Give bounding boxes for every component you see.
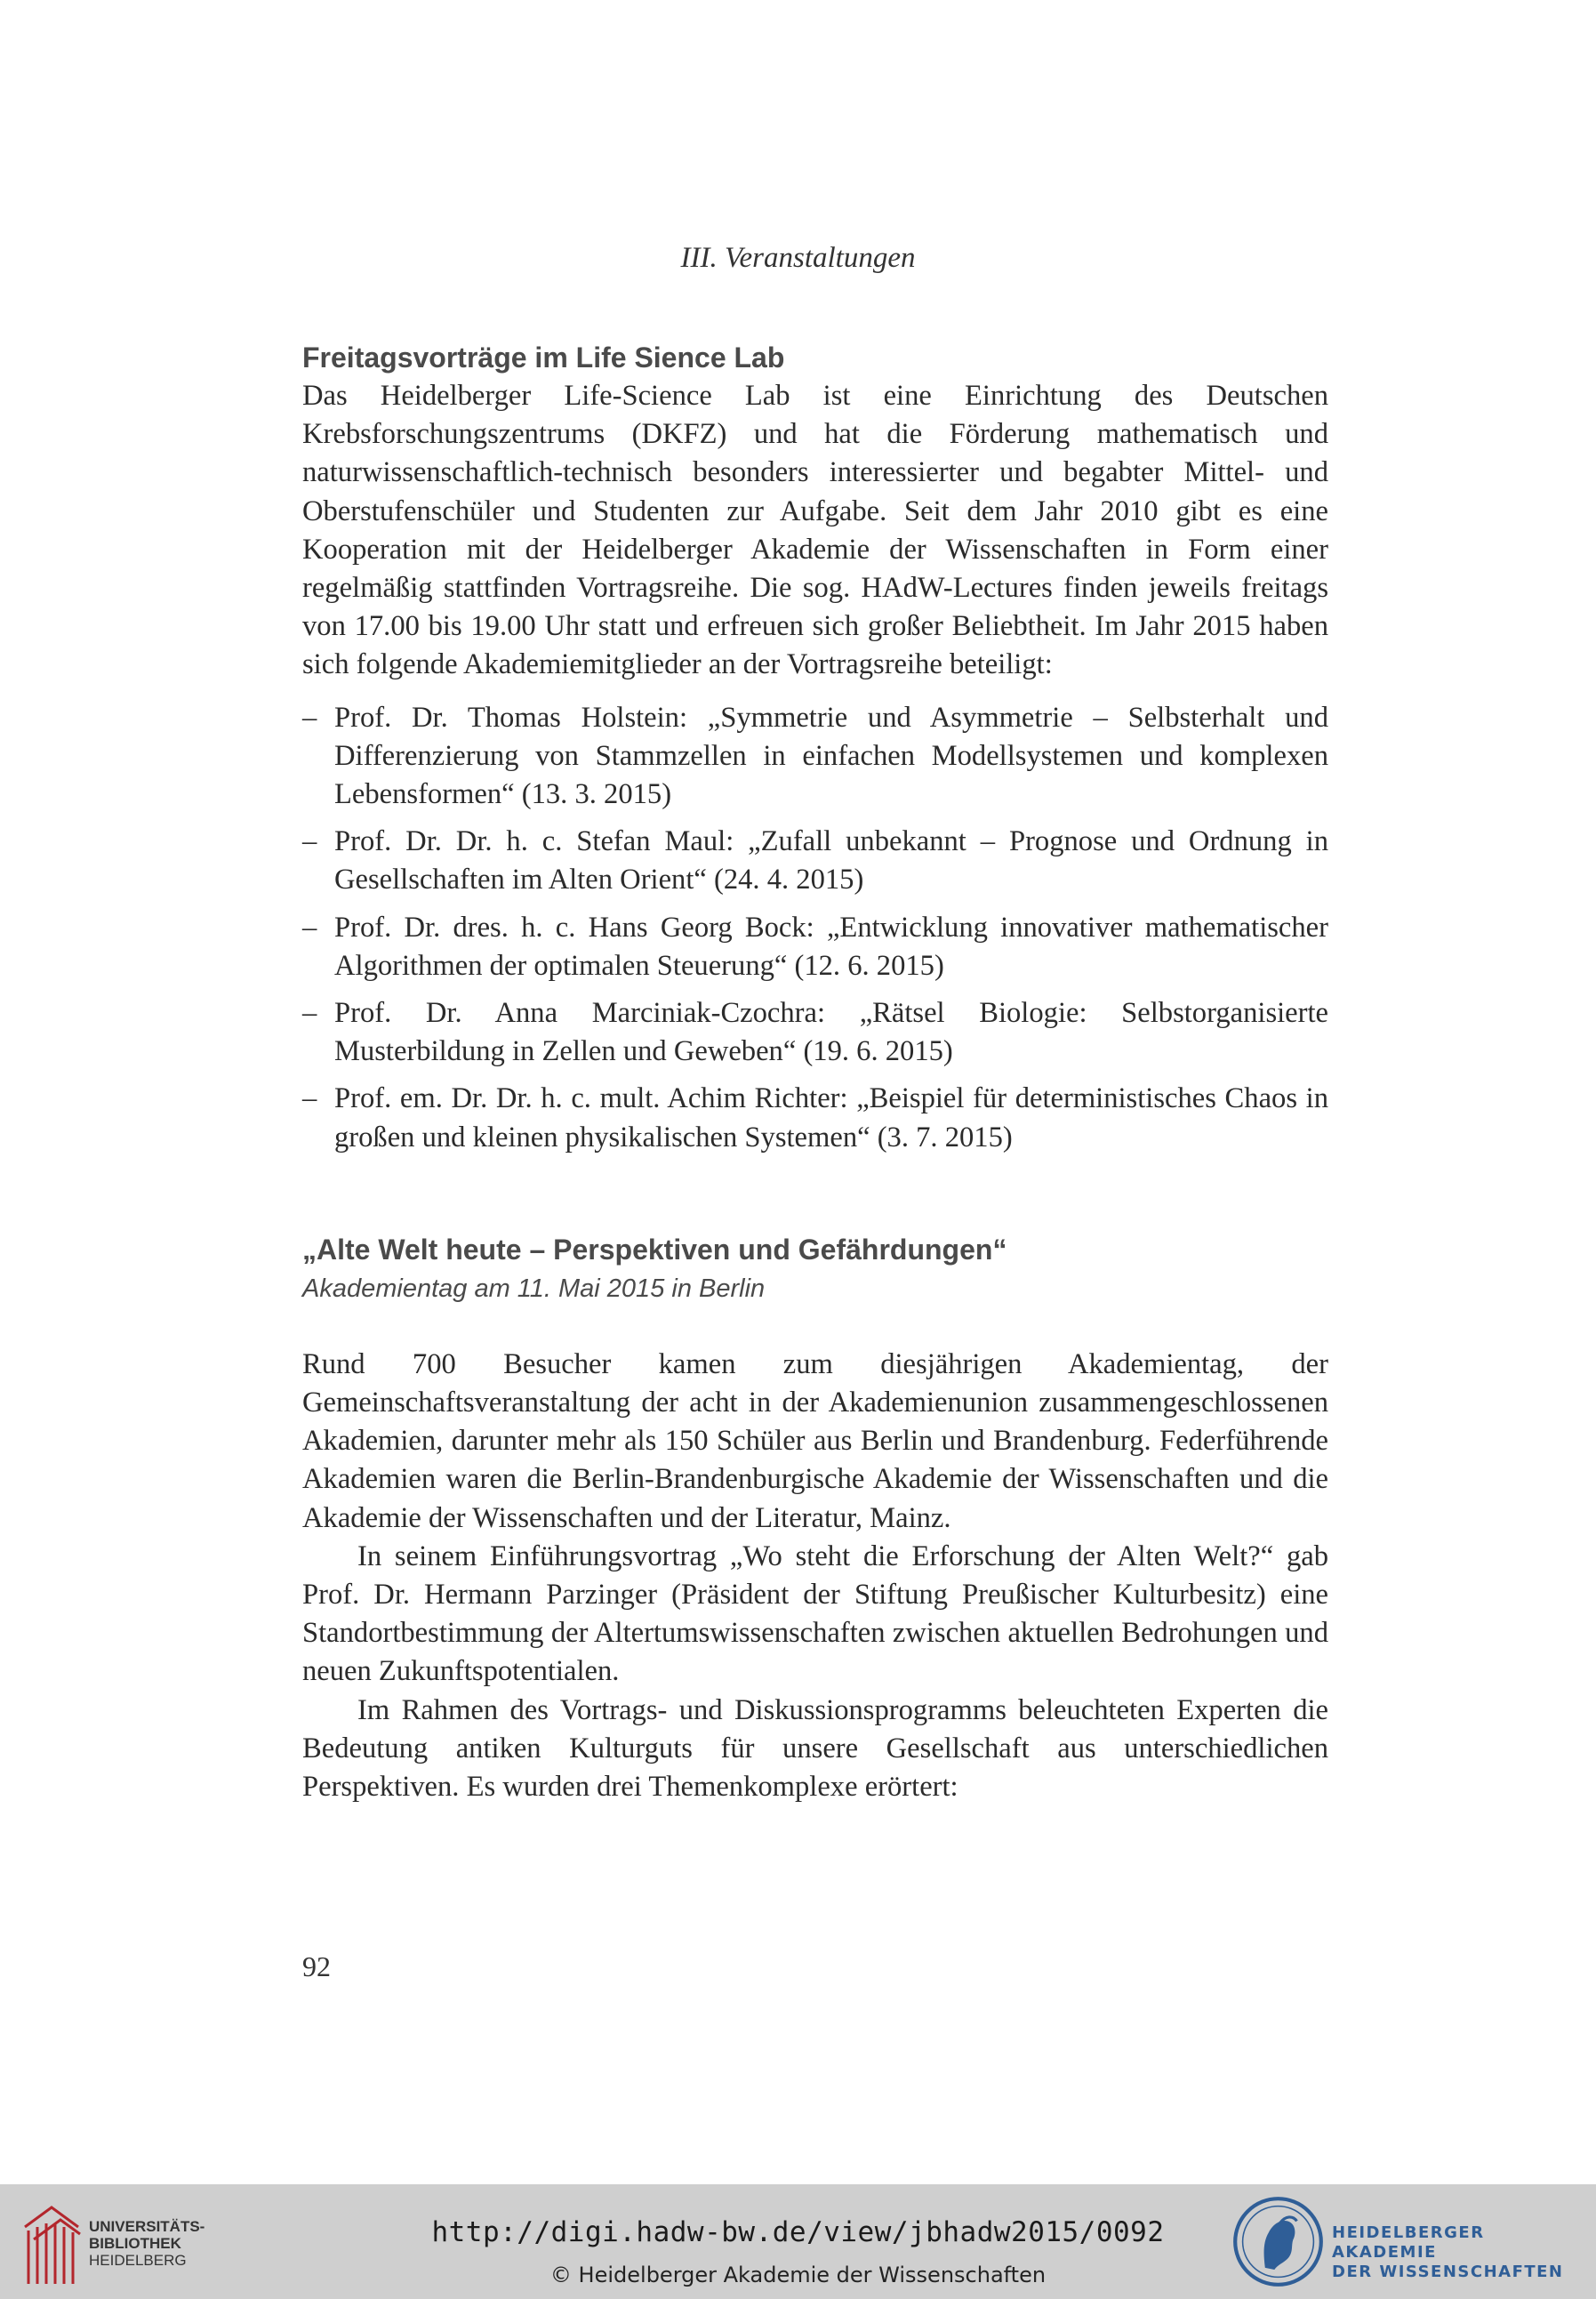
viewer-footer <box>0 2184 1596 2299</box>
page-number: 92 <box>302 1950 331 1982</box>
copyright-notice: © Heidelberger Akademie der Wissenschaften <box>549 2263 1047 2287</box>
section-spacer <box>302 1308 1328 1346</box>
list-item-text: Prof. Dr. Anna Marciniak-Czochra: „Rätsel Biologie: Selbstorganisierte Musterbildung in Zellen und Geweben“ (19. 6. 2015) <box>334 997 1328 1068</box>
list-item <box>302 1080 1328 1156</box>
section1-paragraph: Das Heidelberger Life-Science Lab ist eine Einrichtung des Deutschen Krebsforschungszentrums (DKFZ) und hat die Förderung mathematisch und naturwissenschaftlich-technisch besonders interessierter und begabter Mittel- und Oberstufenschüler und Studenten zur Aufgabe. Seit dem Jahr 2010 gibt es eine Kooperation mit der Heidelberger Akademie der Wissenschaften in Form einer regelmäßig stattfinden Vortragsreihe. Die sog. HAdW-Lectures finden jeweils freitags von 17.00 bis 19.00 Uhr statt und erfreuen sich großer Beliebtheit. Im Jahr 2015 haben sich folgende Akademiemitglieder an der Vortragsreihe beteiligt: <box>302 380 1328 681</box>
dash-mark: – <box>302 997 317 1030</box>
section-subheading: Akademientag am 11. Mai 2015 in Berlin <box>302 1274 766 1303</box>
list-item <box>302 699 1328 815</box>
permalink-url[interactable]: http://digi.hadw-bw.de/view/jbhadw2015/0092 <box>431 2216 1165 2248</box>
ub-line: UNIVERSITÄTS- <box>89 2218 205 2235</box>
list-item <box>302 994 1328 1071</box>
section2-paragraph: Im Rahmen des Vortrags- und Diskussionsprogramms beleuchteten Experten die Bedeutung antiken Kulturguts für unsere Gesellschaft aus unterschiedlichen Perspektiven. Es wurden drei Themenkomplexe erörtert: <box>302 1693 1328 1804</box>
section2-paragraph: Rund 700 Besucher kamen zum diesjährigen Akademientag, der Gemeinschaftsveranstaltung der acht in der Akademienunion zusammengeschlossenen Akademien, darunter mehr als 150 Schüler aus Berlin und Brandenburg. Federführende Akademien waren die Berlin-Brandenburgische Akademie der Wissenschaften und die Akademie der Wissenschaften und der Literatur, Mainz. <box>302 1347 1328 1534</box>
academy-name <box>1332 2223 1596 2282</box>
running-head: III. Veranstaltungen <box>680 242 916 274</box>
dash-mark: – <box>302 825 317 858</box>
list-item-text: Prof. Dr. dres. h. c. Hans Georg Bock: „Entwicklung innovativer mathematischer Algorithmen der optimalen Steuerung“ (12. 6. 2015) <box>334 911 1328 982</box>
list-item-text: Prof. Dr. Thomas Holstein: „Symmetrie und Asymmetrie – Selbsterhalt und Differenzierung von Stammzellen in einfachen Modellsystemen und komplexen Lebensformen“ (13. 3. 2015) <box>334 701 1328 811</box>
section-heading-life-science-lab: Freitagsvorträge im Life Sience Lab <box>302 342 785 374</box>
section2-paragraph: In seinem Einführungsvortrag „Wo steht die Erforschung der Alten Welt?“ gab Prof. Dr. Hermann Parzinger (Präsident der Stiftung Preußischer Kulturbesitz) eine Standortbestimmung der Altertumswissenschaften zwischen aktuellen Bedrohungen und neuen Zukunftspotentialen. <box>302 1539 1328 1688</box>
dash-mark: – <box>302 911 317 944</box>
dash-mark: – <box>302 1082 317 1115</box>
list-item-text: Prof. Dr. Dr. h. c. Stefan Maul: „Zufall unbekannt – Prognose und Ordnung in Gesellschaften im Alten Orient“ (24. 4. 2015) <box>334 825 1328 896</box>
list-item <box>302 823 1328 899</box>
academy-seal-icon <box>1231 2195 1325 2288</box>
lecture-list <box>302 699 1328 1157</box>
list-item-text: Prof. em. Dr. Dr. h. c. mult. Achim Richter: „Beispiel für deterministisches Chaos in großen und kleinen physikalischen Systemen“ (3. 7. 2015) <box>334 1082 1328 1154</box>
hadw-line: DER WISSENSCHAFTEN <box>1332 2263 1564 2281</box>
section-heading-alte-welt: „Alte Welt heute – Perspektiven und Gefährdungen“ <box>302 1233 1007 1266</box>
list-item <box>302 909 1328 985</box>
hadw-line: HEIDELBERGER AKADEMIE <box>1332 2223 1485 2262</box>
dash-mark: – <box>302 701 317 734</box>
section-spacer <box>302 1166 1328 1230</box>
ub-line: HEIDELBERG <box>89 2252 187 2269</box>
page-content <box>302 338 1328 1806</box>
ub-line: BIBLIOTHEK <box>89 2235 181 2252</box>
